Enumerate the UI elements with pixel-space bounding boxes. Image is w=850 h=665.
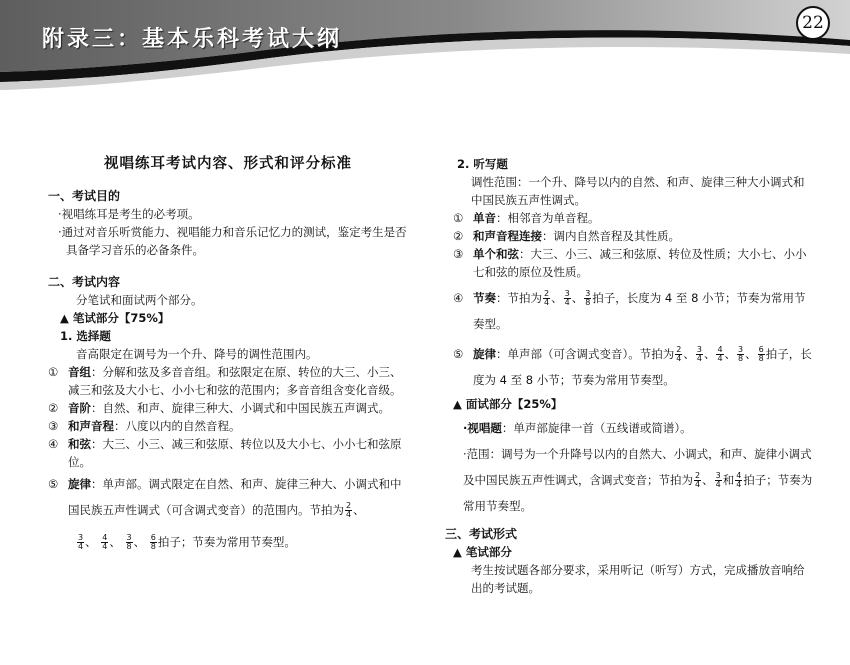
dictation-item-4: ④ 节奏：节拍为 $\frac{2}{4}$ 、 $\frac{3}{4}$ 、 $\frac{3}{8}$ 拍子，长度为 4 至 8 小节；节奏为常用节奏型。: [453, 285, 813, 337]
oral-range-tail: 拍子；节奏为常用节奏型。: [463, 473, 813, 513]
dictation-item-1: [453, 209, 813, 227]
choice-question-title: 1. 选择题: [60, 329, 111, 343]
item-marker: ②: [453, 229, 464, 243]
item-label: 旋律: [68, 477, 91, 491]
left-column: [48, 155, 408, 555]
item-marker: ④: [48, 437, 59, 451]
item-text: ：节拍为: [496, 291, 542, 305]
oral-bullet-1: [453, 419, 813, 437]
meter-fraction: $\frac{4}{4}$: [736, 471, 742, 489]
item-text-tail: 拍子，长度为 4 至 8 小节；节奏为常用节奏型。: [473, 347, 812, 387]
choice-item-5-meters: $\frac{3}{4}$ 、 $\frac{4}{4}$ 、 $\frac{3}{8}$ 、 $\frac{6}{8}$ 拍子；节奏为常用节奏型。: [78, 533, 296, 551]
item-text: ：八度以内的自然音程。: [114, 419, 241, 433]
meter-fraction: $\frac{4}{4}$: [717, 345, 723, 363]
item-text: ：自然、和声、旋律三种大、小调式和中国民族五声调式。: [91, 401, 390, 415]
item-text-tail: 拍子，长度为 4 至 8 小节；节奏为常用节奏型。: [473, 291, 806, 331]
item-text: ：分解和弦及多音音组。和弦限定在原、转位的大三、小三、减三和弦及大小七、小小七和弦的范围内；多音音组含变化音级。: [68, 365, 402, 397]
item-label: 音组: [68, 365, 91, 379]
item-label: 旋律: [473, 347, 496, 361]
meter-fraction: $\frac{3}{4}$: [564, 289, 570, 307]
meter-fraction: $\frac{3}{4}$: [696, 345, 702, 363]
dictation-item-3: [453, 245, 813, 281]
item-marker: ①: [48, 365, 59, 379]
item-label: 单个和弦: [473, 247, 519, 261]
item-marker: ②: [48, 401, 59, 415]
choice-item-1: [48, 363, 408, 399]
meter-fraction: $\frac{2}{4}$: [346, 501, 352, 519]
oral-bullet-text: ：单声部旋律一首（五线谱或简谱）。: [501, 421, 692, 435]
header-title: 附录三：基本乐科考试大纲: [42, 27, 343, 52]
item-text: ：单声部。调式限定在自然、和声、旋律三种大、小调式和中国民族五声性调式（可含调式变音）的范围内。节拍为: [68, 477, 402, 517]
section-exam-purpose: 一、考试目的: [48, 189, 121, 203]
dictation-item-5: ⑤ 旋律：单声部（可含调式变音）。节拍为 $\frac{2}{4}$ 、 $\frac{3}{4}$ 、 $\frac{4}{4}$ 、 $\frac{3}{8}$ 、 $\frac{6}{8}$ 拍子，长度为 4 至 8 小节；节奏为常用节奏型。: [453, 341, 813, 393]
item-text: ：单声部（可含调式变音）。节拍为: [496, 347, 675, 361]
item-text: ：调内自然音程及其性质。: [542, 229, 680, 243]
content-intro: 分笔试和面试两个部分。: [76, 293, 203, 307]
page-number: 22: [796, 6, 830, 40]
oral-part-title: ▲ 面试部分【25%】: [453, 397, 563, 411]
oral-range-text: ·范围：调号为一个升降号以内的自然大、小调式，和声、旋律小调式及中国民族五声性调式，含调式变音；节拍为: [463, 447, 812, 487]
meter-fraction: $\frac{3}{8}$: [585, 289, 591, 307]
page-header: [0, 0, 850, 90]
section-exam-form: 三、考试形式: [445, 527, 518, 541]
form-written-title: ▲ 笔试部分: [453, 545, 512, 559]
item-marker: ④: [453, 291, 464, 305]
meter-fraction: $\frac{4}{4}$: [102, 533, 108, 551]
meter-fraction: $\frac{2}{4}$: [676, 345, 682, 363]
item-label: 和声音程连接: [473, 229, 542, 243]
document-title: 视唱练耳考试内容、形式和评分标准: [104, 155, 352, 172]
dictation-item-2: [453, 227, 813, 245]
purpose-bullet-1: ·视唱练耳是考生的必考项。: [58, 207, 200, 221]
meter-fraction: $\frac{3}{4}$: [78, 533, 84, 551]
choice-item-4: [48, 435, 408, 471]
dictation-intro: 调性范围：一个升、降号以内的自然、和声、旋律三种大小调式和中国民族五声性调式。: [471, 175, 805, 207]
meter-fraction: $\frac{2}{4}$: [544, 289, 550, 307]
item-label: 和声音程: [68, 419, 114, 433]
oral-bullet-label: ·视唱题: [463, 421, 502, 435]
meter-fraction: $\frac{6}{8}$: [758, 345, 764, 363]
item-marker: ⑤: [453, 347, 464, 361]
oral-bullet-2: ·范围：调号为一个升降号以内的自然大、小调式，和声、旋律小调式及中国民族五声性调式，含调式变音；节拍为 $\frac{2}{4}$ 、 $\frac{3}{4}$ 和 $\frac{4}{4}$ 拍子；节奏为常用节奏型。: [463, 447, 813, 513]
meter-fraction: $\frac{3}{8}$: [738, 345, 744, 363]
choice-item-5: ⑤ 旋律：单声部。调式限定在自然、和声、旋律三种大、小调式和中国民族五声性调式（可含调式变音）的范围内。节拍为 $\frac{2}{4}$ 、: [48, 471, 408, 523]
right-column: [445, 155, 813, 597]
item-label: 和弦: [68, 437, 91, 451]
written-part-title: ▲ 笔试部分【75%】: [60, 311, 170, 325]
item-text: ：大三、小三、减三和弦原、转位以及大小七、小小七和弦原位。: [68, 437, 402, 469]
item-marker: ③: [453, 247, 464, 261]
choice-item-2: [48, 399, 408, 417]
item-marker: ③: [48, 419, 59, 433]
choice-intro: 音高限定在调号为一个升、降号的调性范围内。: [76, 347, 318, 361]
item-marker: ①: [453, 211, 464, 225]
dictation-title: 2. 听写题: [457, 157, 508, 171]
meter-fraction: $\frac{3}{8}$: [126, 533, 132, 551]
section-exam-content: 二、考试内容: [48, 275, 121, 289]
meter-fraction: $\frac{3}{4}$: [715, 471, 721, 489]
meter-fraction: $\frac{2}{4}$: [695, 471, 701, 489]
item-label: 单音: [473, 211, 496, 225]
meter-tail-text: 拍子；节奏为常用节奏型。: [157, 535, 296, 549]
meter-fraction: $\frac{6}{8}$: [150, 533, 156, 551]
item-text: ：大三、小三、减三和弦原、转位及性质；大小七、小小七和弦的原位及性质。: [473, 247, 807, 279]
item-label: 音阶: [68, 401, 91, 415]
item-marker: ⑤: [48, 477, 59, 491]
item-label: 节奏: [473, 291, 496, 305]
form-written-text: 考生按试题各部分要求，采用听记（听写）方式，完成播放音响给出的考试题。: [471, 563, 805, 595]
choice-item-3: [48, 417, 408, 435]
purpose-bullet-2: ·通过对音乐听赏能力、视唱能力和音乐记忆力的测试，鉴定考生是否具备学习音乐的必备条件。: [58, 225, 407, 257]
item-text: ：相邻音为单音程。: [496, 211, 600, 225]
